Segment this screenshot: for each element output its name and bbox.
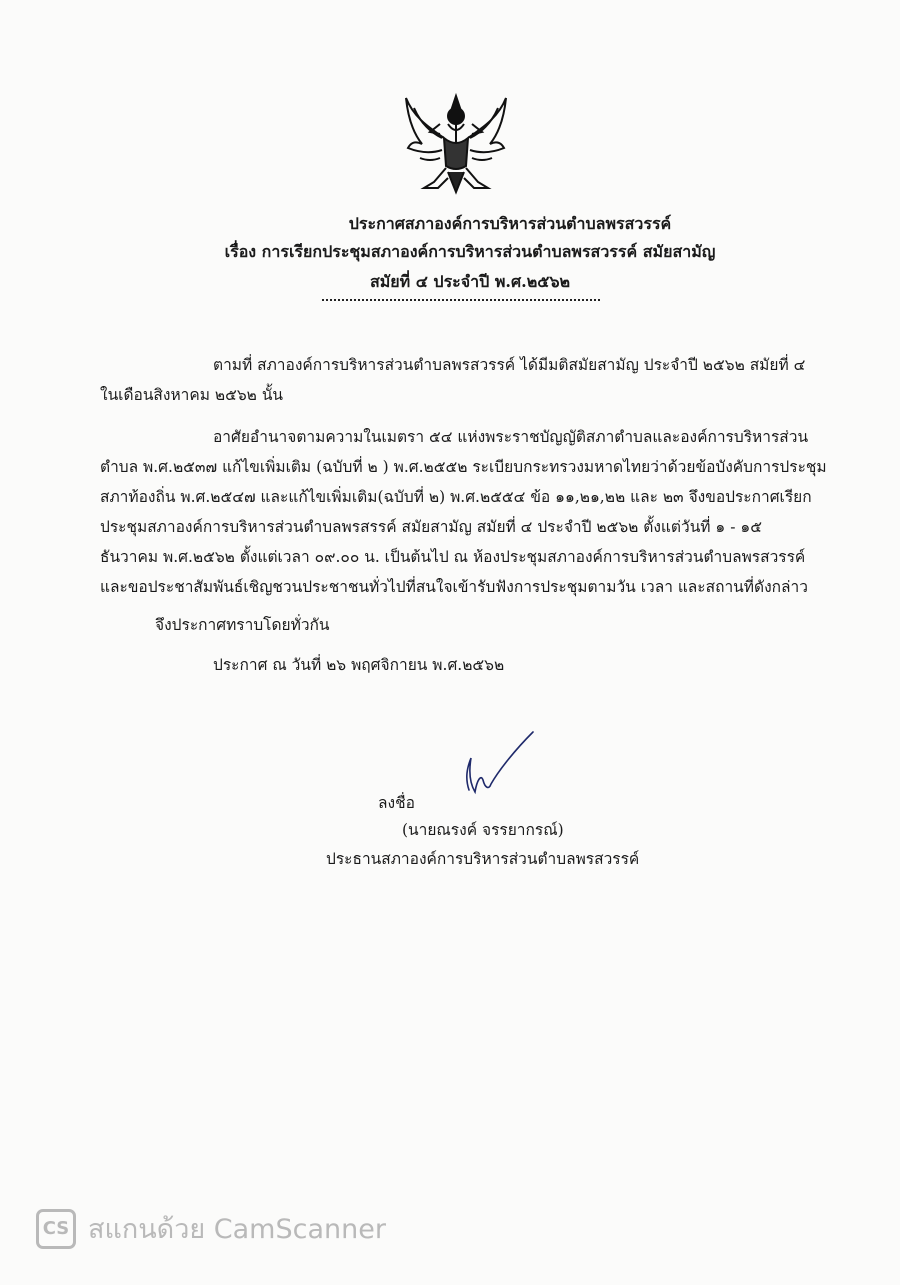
handwritten-signature: [455, 730, 545, 805]
signatory-position: ประธานสภาองค์การบริหารส่วนตำบลพรสวรรค์: [326, 850, 640, 868]
closing-text: จึงประกาศทราบโดยทั่วกัน: [155, 616, 330, 634]
subject-line: เรื่อง การเรียกประชุมสภาองค์การบริหารส่วนตำบลพรสวรรค์ สมัยสามัญ: [224, 242, 716, 261]
announcement-date: ประกาศ ณ วันที่ ๒๖ พฤศจิกายน พ.ศ.๒๕๖๒: [213, 656, 505, 674]
paragraph-1-line-2: ในเดือนสิงหาคม ๒๕๖๒ นั้น: [100, 386, 284, 404]
signatory-name: (นายณรงค์ จรรยากรณ์): [402, 821, 564, 839]
paragraph-2-line-5: ธันวาคม พ.ศ.๒๕๖๒ ตั้งแต่เวลา ๐๙.๐๐ น. เป็นต้นไป ณ ห้องประชุมสภาองค์การบริหารส่วนตำบลพรสวรรค์: [100, 548, 806, 566]
paragraph-2-line-2: ตำบล พ.ศ.๒๕๓๗ แก้ไขเพิ่มเติม (ฉบับที่ ๒ ) พ.ศ.๒๕๕๒ ระเบียบกระทรวงมหาดไทยว่าด้วยข้อบังคับการประชุม: [100, 458, 827, 476]
announcement-title: ประกาศสภาองค์การบริหารส่วนตำบลพรสวรรค์: [348, 214, 672, 233]
dotted-divider: [322, 299, 600, 301]
camscanner-watermark: [36, 1207, 386, 1250]
paragraph-2-line-4: ประชุมสภาองค์การบริหารส่วนตำบลพรสรรค์ สมัยสามัญ สมัยที่ ๔ ประจำปี ๒๕๖๒ ตั้งแต่วันที่ ๑ - ๑๕: [100, 518, 762, 536]
paragraph-2-line-3: สภาท้องถิ่น พ.ศ.๒๕๔๗ และแก้ไขเพิ่มเติม(ฉบับที่ ๒) พ.ศ.๒๕๕๔ ข้อ ๑๑,๒๑,๒๒ และ ๒๓ จึงขอประกาศเรียก: [100, 488, 812, 506]
paragraph-2-line-1: อาศัยอำนาจตามความในเมตรา ๕๔ แห่งพระราชบัญญัติสภาตำบลและองค์การบริหารส่วน: [213, 428, 809, 446]
camscanner-text: สแกนด้วย CamScanner: [88, 1214, 386, 1245]
paragraph-1-line-1: ตามที่ สภาองค์การบริหารส่วนตำบลพรสวรรค์ ได้มีมติสมัยสามัญ ประจำปี ๒๕๖๒ สมัยที่ ๔: [213, 356, 806, 374]
paragraph-2-line-6: และขอประชาสัมพันธ์เชิญชวนประชาชนทั่วไปที่สนใจเข้ารับฟังการประชุมตามวัน เวลา และสถานที่ดังกล่าว: [100, 578, 808, 596]
sign-label: ลงชื่อ: [378, 794, 415, 812]
garuda-emblem-icon: [400, 88, 512, 198]
camscanner-logo: CS: [36, 1209, 76, 1249]
session-line: สมัยที่ ๔ ประจำปี พ.ศ.๒๕๖๒: [369, 272, 571, 291]
